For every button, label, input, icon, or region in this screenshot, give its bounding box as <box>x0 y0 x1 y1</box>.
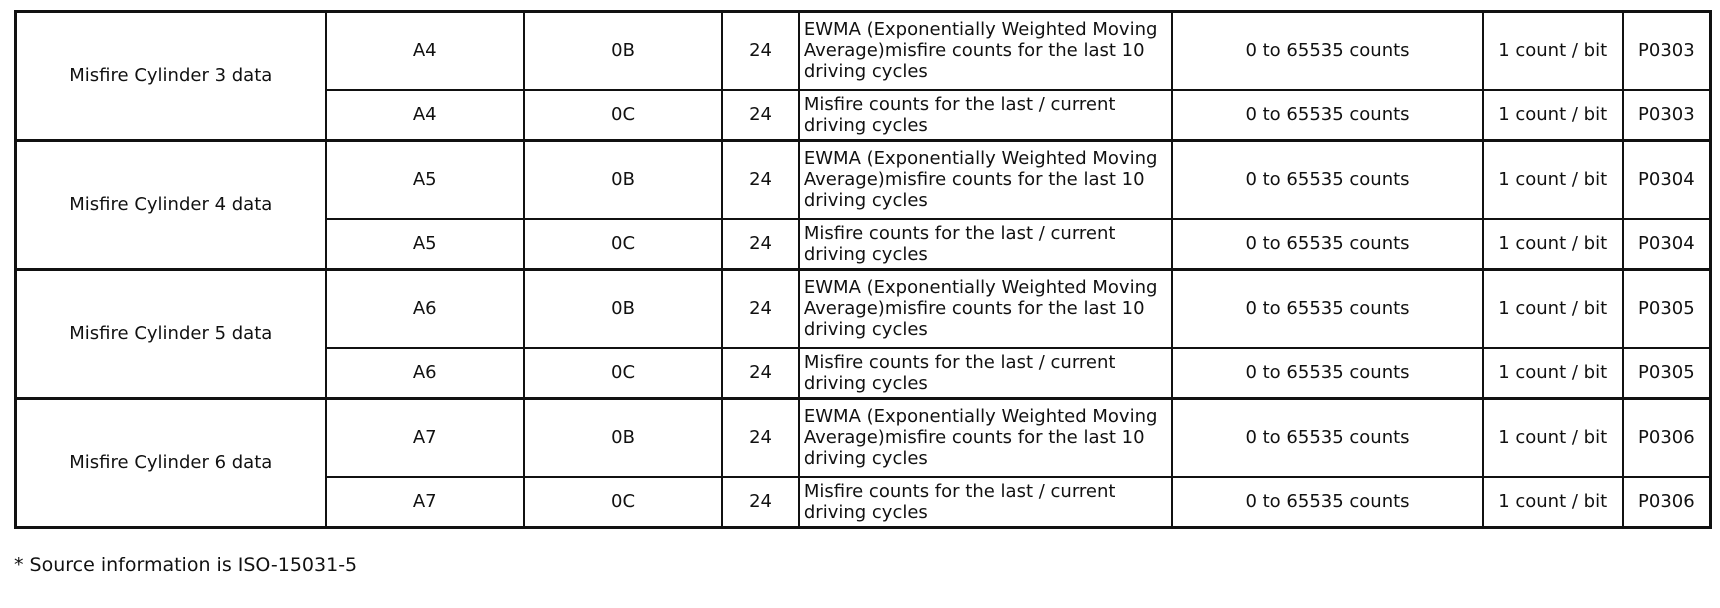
range-cell: 0 to 65535 counts <box>1172 219 1482 270</box>
description-cell: EWMA (Exponentially Weighted Moving Average)misfire counts for the last 10 driving cycles <box>799 270 1173 348</box>
source-footnote: * Source information is ISO-15031-5 <box>14 554 358 576</box>
description-cell: Misfire counts for the last / current driving cycles <box>799 477 1173 528</box>
tid-cell: A4 <box>326 12 524 90</box>
cid-cell: 0B <box>524 270 722 348</box>
dtc-cell: P0305 <box>1623 348 1711 399</box>
group-name-cell: Misfire Cylinder 3 data <box>16 12 326 141</box>
dtc-cell: P0303 <box>1623 90 1711 141</box>
dtc-cell: P0306 <box>1623 477 1711 528</box>
cid-cell: 0C <box>524 477 722 528</box>
description-cell: EWMA (Exponentially Weighted Moving Average)misfire counts for the last 10 driving cycles <box>799 12 1173 90</box>
table-row <box>16 270 1711 348</box>
dtc-cell: P0303 <box>1623 12 1711 90</box>
unit-id-cell: 24 <box>722 219 799 270</box>
unit-id-cell: 24 <box>722 141 799 219</box>
resolution-cell: 1 count / bit <box>1483 219 1623 270</box>
tid-cell: A6 <box>326 348 524 399</box>
resolution-cell: 1 count / bit <box>1483 477 1623 528</box>
group-name-cell: Misfire Cylinder 4 data <box>16 141 326 270</box>
resolution-cell: 1 count / bit <box>1483 399 1623 477</box>
tid-cell: A5 <box>326 141 524 219</box>
resolution-cell: 1 count / bit <box>1483 348 1623 399</box>
description-cell: Misfire counts for the last / current driving cycles <box>799 219 1173 270</box>
unit-id-cell: 24 <box>722 348 799 399</box>
unit-id-cell: 24 <box>722 90 799 141</box>
range-cell: 0 to 65535 counts <box>1172 270 1482 348</box>
dtc-cell: P0304 <box>1623 141 1711 219</box>
range-cell: 0 to 65535 counts <box>1172 399 1482 477</box>
group-name-cell: Misfire Cylinder 6 data <box>16 399 326 528</box>
resolution-cell: 1 count / bit <box>1483 90 1623 141</box>
dtc-cell: P0305 <box>1623 270 1711 348</box>
dtc-cell: P0304 <box>1623 219 1711 270</box>
misfire-data-table <box>14 10 1712 529</box>
tid-cell: A7 <box>326 477 524 528</box>
tid-cell: A7 <box>326 399 524 477</box>
unit-id-cell: 24 <box>722 12 799 90</box>
tid-cell: A6 <box>326 270 524 348</box>
cid-cell: 0C <box>524 90 722 141</box>
cid-cell: 0C <box>524 219 722 270</box>
range-cell: 0 to 65535 counts <box>1172 90 1482 141</box>
range-cell: 0 to 65535 counts <box>1172 477 1482 528</box>
unit-id-cell: 24 <box>722 399 799 477</box>
table-row <box>16 12 1711 90</box>
description-cell: EWMA (Exponentially Weighted Moving Average)misfire counts for the last 10 driving cycles <box>799 399 1173 477</box>
table-row <box>16 399 1711 477</box>
unit-id-cell: 24 <box>722 270 799 348</box>
tid-cell: A4 <box>326 90 524 141</box>
table-row <box>16 141 1711 219</box>
range-cell: 0 to 65535 counts <box>1172 141 1482 219</box>
resolution-cell: 1 count / bit <box>1483 141 1623 219</box>
resolution-cell: 1 count / bit <box>1483 12 1623 90</box>
tid-cell: A5 <box>326 219 524 270</box>
cid-cell: 0B <box>524 399 722 477</box>
range-cell: 0 to 65535 counts <box>1172 348 1482 399</box>
resolution-cell: 1 count / bit <box>1483 270 1623 348</box>
cid-cell: 0B <box>524 12 722 90</box>
range-cell: 0 to 65535 counts <box>1172 12 1482 90</box>
description-cell: Misfire counts for the last / current driving cycles <box>799 348 1173 399</box>
cid-cell: 0C <box>524 348 722 399</box>
description-cell: EWMA (Exponentially Weighted Moving Average)misfire counts for the last 10 driving cycles <box>799 141 1173 219</box>
unit-id-cell: 24 <box>722 477 799 528</box>
description-cell: Misfire counts for the last / current driving cycles <box>799 90 1173 141</box>
group-name-cell: Misfire Cylinder 5 data <box>16 270 326 399</box>
cid-cell: 0B <box>524 141 722 219</box>
dtc-cell: P0306 <box>1623 399 1711 477</box>
